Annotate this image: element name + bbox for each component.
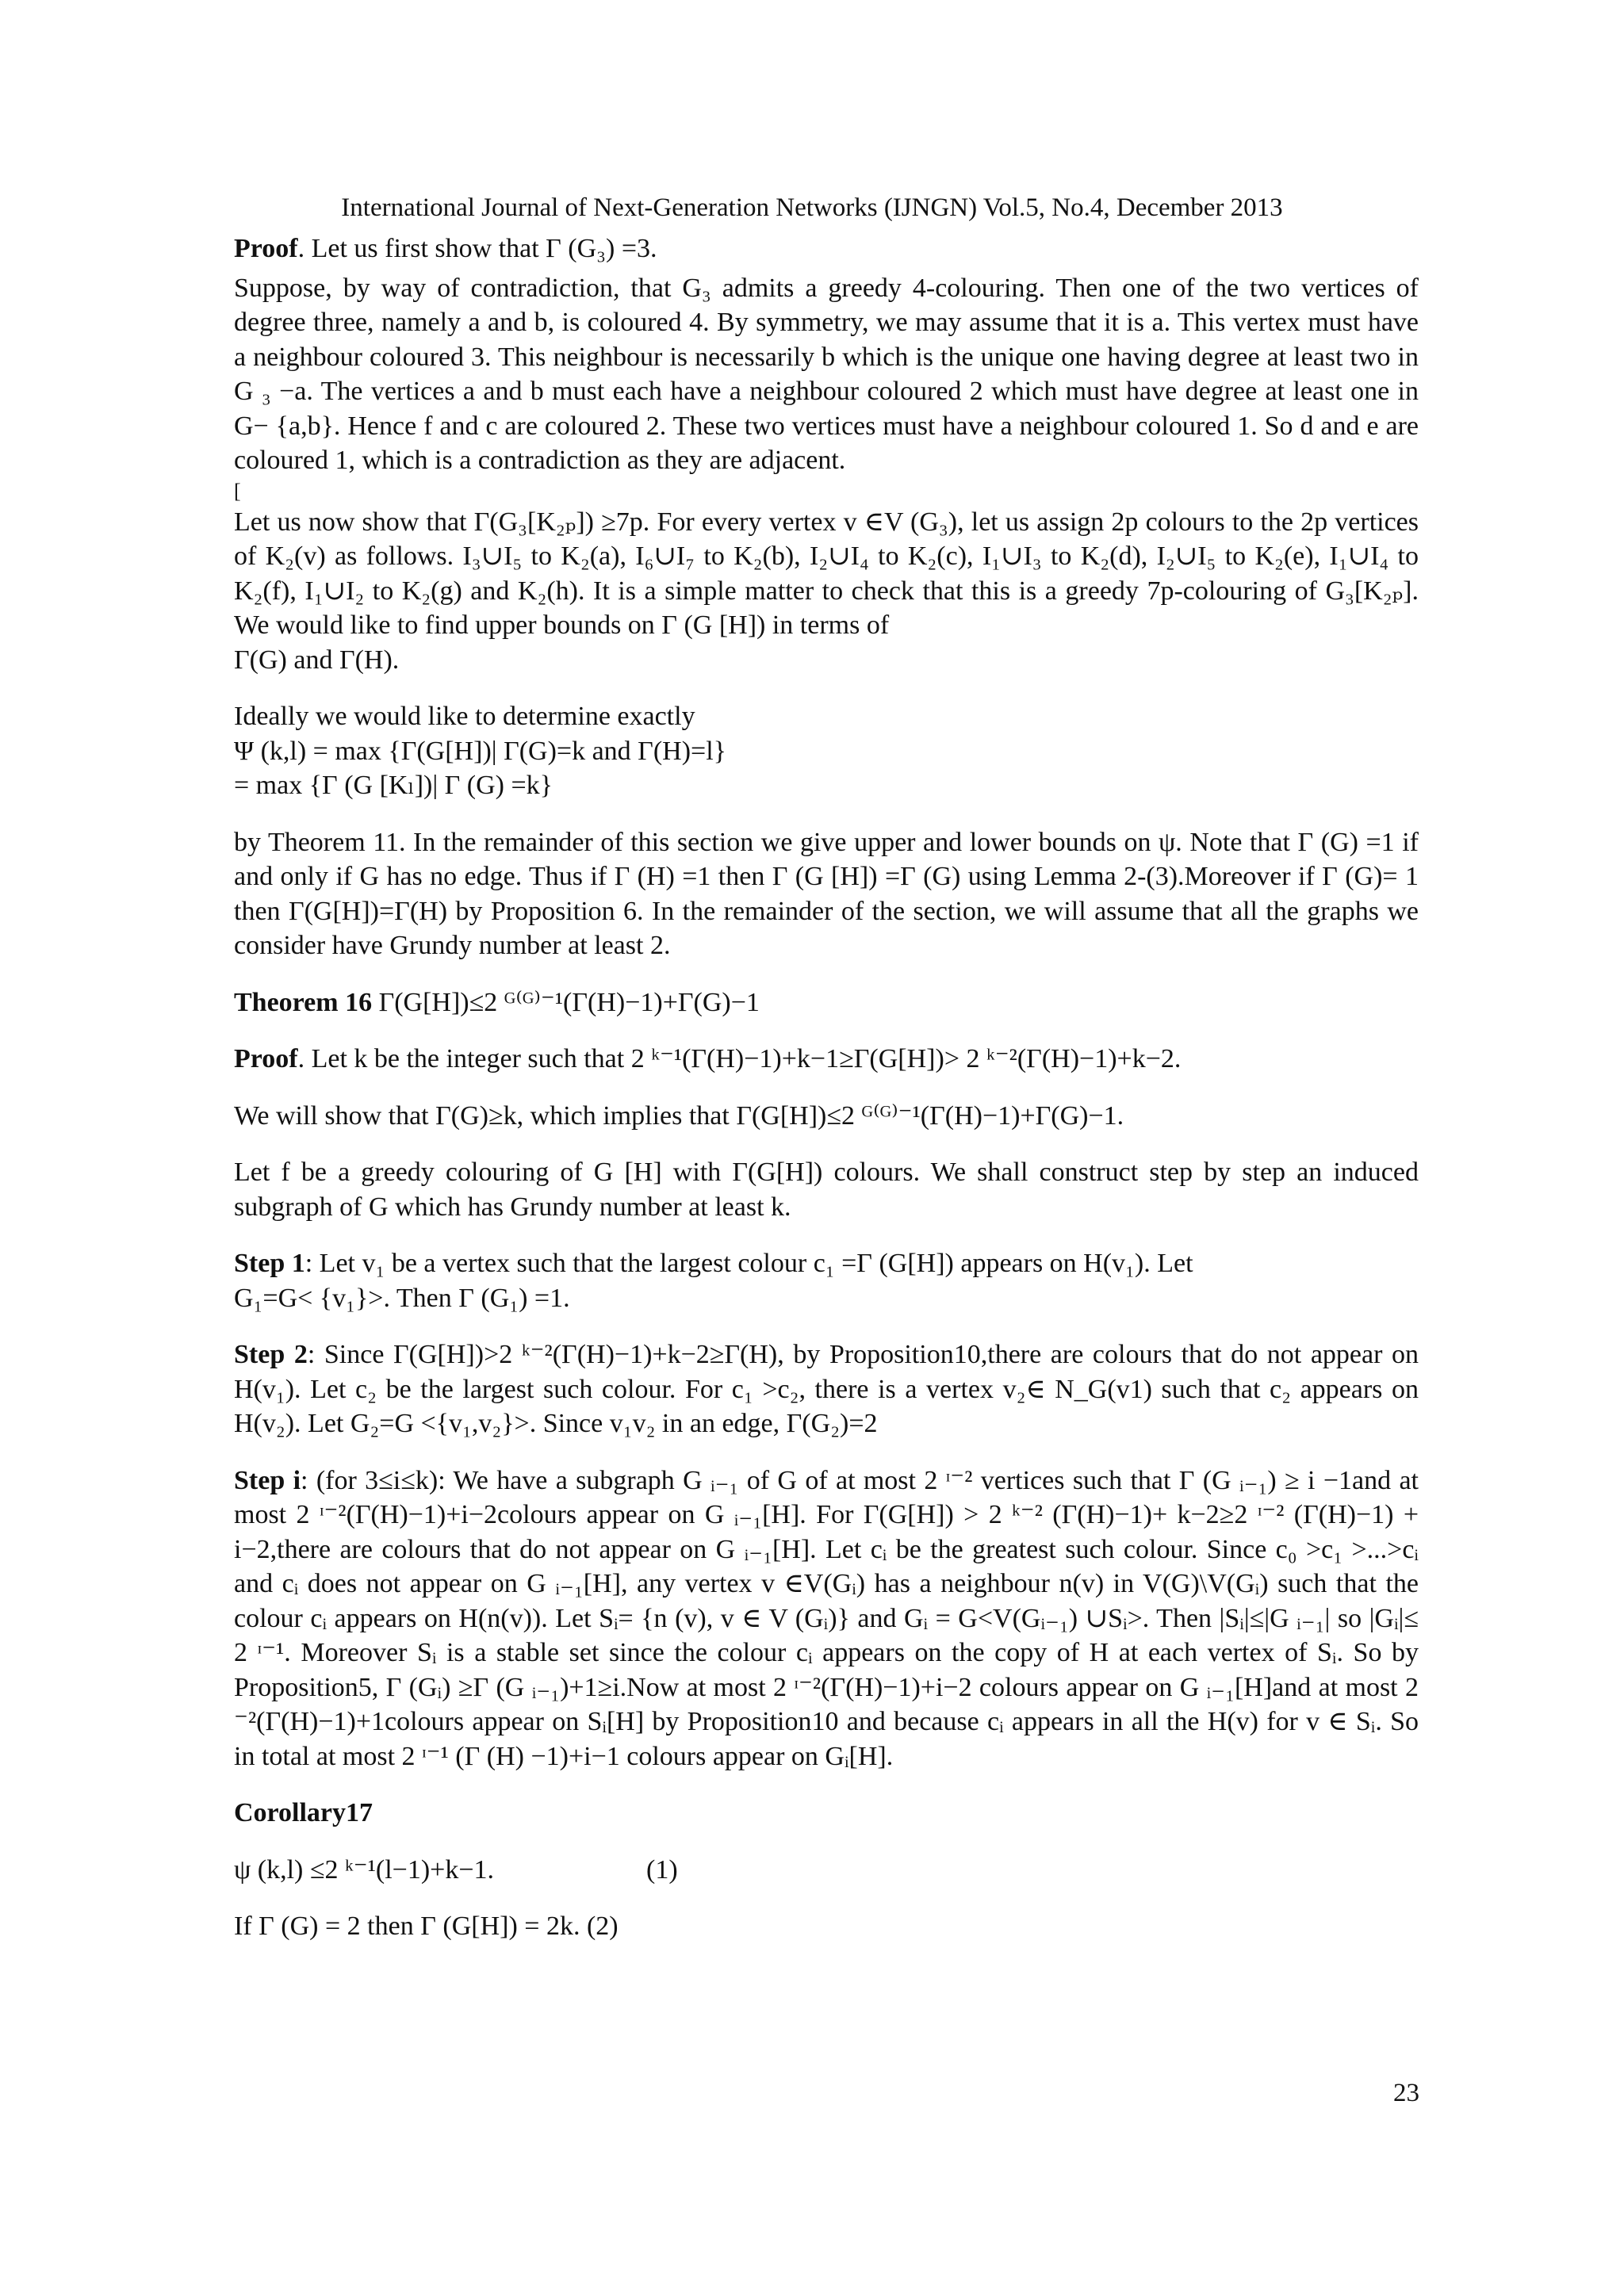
contradiction-paragraph: Suppose, by way of contradiction, that G₃ admits a greedy 4-colouring. Then one of the two vertices of degree three, namely a and b, is coloured 4. By symmetry, we may assume that it is a. This vertex must have a neighbour coloured 3. This neighbour is necessarily b which is the unique one having degree at least two in G ₃ −a. The vertices a and b must each have a neighbour coloured 2 which must have degree at least one in G− {a,b}. Hence f and c are coloured 2. These two vertices must have a neighbour coloured 1. So d and e are coloured 1, which is a contradiction as they are adjacent. — [234, 273, 1419, 475]
page-number: 23 — [1393, 2079, 1419, 2107]
step-text: : Since Γ(G[H])>2 ᵏ⁻²(Γ(H)−1)+k−2≥Γ(H), by Proposition10,there are colours that do not appear on H(v₁). Let c₂ be the largest such colour. For c₁ >c₂, there is a vertex v₂∈ N_G(v1) such that c₂ appears on H(v₂). Let G₂=G <{v₁,v₂}>. Since v₁v₂ in an edge, Γ(G₂)=2 — [234, 1340, 1419, 1438]
step-i — [234, 1464, 1419, 1774]
equation-2-expression: If Γ (G) = 2 then Γ (G[H]) = 2k. — [234, 1911, 580, 1941]
proof-text: . Let k be the integer such that 2 ᵏ⁻¹(Γ(H)−1)+k−1≥Γ(G[H])> 2 ᵏ⁻²(Γ(H)−1)+k−2. — [297, 1044, 1182, 1073]
step-1 — [234, 1246, 1419, 1315]
proof-label: Proof — [234, 234, 298, 263]
proof-label: Proof — [234, 1044, 298, 1073]
step-text: : (for 3≤i≤k): We have a subgraph G ᵢ₋₁ of G of at most 2 ᶦ⁻² vertices such that Γ (G ᵢ₋₁) ≥ i −1and at most 2 ᶦ⁻²(Γ(H)−1)+i−2colours appear on G ᵢ₋₁[H]. For Γ(G[H]) > 2 ᵏ⁻² (Γ(H)−1)+ k−2≥2 ᶦ⁻² (Γ(H)−1) + i−2,there are colours that do not appear on G ᵢ₋₁[H]. Let cᵢ be the greatest such colour. Since c₀ >c₁ >...>cᵢ and cᵢ does not appear on G ᵢ₋₁[H], any vertex v ∈V(Gᵢ) has a neighbour n(v) in V(G)\V(Gᵢ) such that the colour cᵢ appears on H(n(v)). Let Sᵢ= {n (v), v ∈ V (Gᵢ)} and Gᵢ = G<V(Gᵢ₋₁) ∪Sᵢ>. Then |Sᵢ|≤|G ᵢ₋₁| so |Gᵢ|≤ 2 ᶦ⁻¹. Moreover Sᵢ is a stable set since the colour cᵢ appears on the copy of H at each vertex of Sᵢ. So by Proposition5, Γ (Gᵢ) ≥Γ (G ᵢ₋₁)+1≥i.Now at most 2 ᶦ⁻²(Γ(H)−1)+i−2 colours appear on G ᵢ₋₁[H]and at most 2 ⁻²(Γ(H)−1)+1colours appear on Sᵢ[H] by Proposition10 and because cᵢ appears in all the H(v) for v ∈ Sᵢ. So in total at most 2 ᶦ⁻¹ (Γ (H) −1)+i−1 colours appear on Gᵢ[H]. — [234, 1465, 1419, 1771]
step-text: : Let v₁ be a vertex such that the largest colour c₁ =Γ (G[H]) appears on H(v₁). Let — [304, 1249, 1193, 1278]
proof-text: . Let us first show that Γ (G₃) =3. — [297, 234, 657, 263]
running-header: International Journal of Next-Generation Networks (IJNGN) Vol.5, No.4, December 2013 — [341, 193, 1283, 222]
equation-2-number: (2) — [586, 1911, 619, 1941]
greedy-paragraph: Let f be a greedy colouring of G [H] with Γ(G[H]) colours. We shall construct step by step an induced subgraph of G which has Grundy number at least k. — [234, 1158, 1419, 1222]
colouring-paragraph: Let us now show that Γ(G₃[K₂ₚ]) ≥7p. For every vertex v ∈V (G₃), let us assign 2p colours to the 2p vertices of K₂(v) as follows. I₃∪I₅ to K₂(a), I₆∪I₇ to K₂(b), I₂∪I₄ to K₂(c), I₁∪I₃ to K₂(d), I₂∪I₅ to K₂(e), I₁∪I₄ to K₂(f), I₁∪I₂ to K₂(g) and K₂(h). It is a simple matter to check that this is a greedy 7p-colouring of G₃[K₂ₚ]. We would like to find upper bounds on Γ (G [H]) in terms of — [234, 507, 1419, 640]
colouring-paragraph-tail: Γ(G) and Γ(H). — [234, 645, 400, 675]
step-label: Step 1 — [234, 1249, 305, 1278]
end-of-proof-mark: [ — [234, 479, 241, 503]
step-2 — [234, 1337, 1419, 1441]
step-label: Step i — [234, 1465, 301, 1495]
equation-1-number: (1) — [646, 1854, 678, 1885]
theorem16 — [234, 985, 1419, 1020]
theorem11-paragraph: by Theorem 11. In the remainder of this section we give upper and lower bounds on ψ. Note that Γ (G) =1 if and only if G has no edge. Thus if Γ (H) =1 then Γ (G [H]) =Γ (G) using Lemma 2-(3).Moreover if Γ (G)= 1 then Γ(G[H])=Γ(H) by Proposition 6. In the remainder of the section, we will assume that all the graphs we consider have Grundy number at least 2. — [234, 827, 1419, 960]
step-1-line-1 — [234, 1246, 1419, 1281]
theorem-statement: Γ(G[H])≤2 ᴳ⁽ᴳ⁾⁻¹(Γ(H)−1)+Γ(G)−1 — [372, 987, 760, 1017]
equation-1-expression: ψ (k,l) ≤2 ᵏ⁻¹(l−1)+k−1. — [234, 1854, 495, 1885]
corollary-title — [234, 1796, 1419, 1831]
step-1-line-2: G₁=G< {v₁}>. Then Γ (G₁) =1. — [234, 1283, 570, 1313]
psi-formula: Ψ (k,l) = max {Γ(G[H])| Γ(G)=k and Γ(H)=l} — [234, 736, 726, 766]
theorem-label: Theorem 16 — [234, 987, 373, 1017]
psi-formula-continued: = max {Γ (G [Kₗ])| Γ (G) =k} — [234, 771, 553, 800]
equation-1 — [234, 1853, 1419, 1888]
corollary-label: Corollary17 — [234, 1798, 373, 1827]
psi-intro: Ideally we would like to determine exactly — [234, 702, 695, 731]
show-paragraph: We will show that Γ(G)≥k, which implies that Γ(G[H])≤2 ᴳ⁽ᴳ⁾⁻¹(Γ(H)−1)+Γ(G)−1. — [234, 1100, 1124, 1131]
body-text — [234, 232, 1419, 1944]
proof-paragraph-1 — [234, 232, 1419, 266]
proof-paragraph-2 — [234, 1042, 1419, 1077]
equation-2 — [234, 1909, 1419, 1944]
step-label: Step 2 — [234, 1340, 308, 1369]
psi-definition — [234, 699, 1419, 803]
